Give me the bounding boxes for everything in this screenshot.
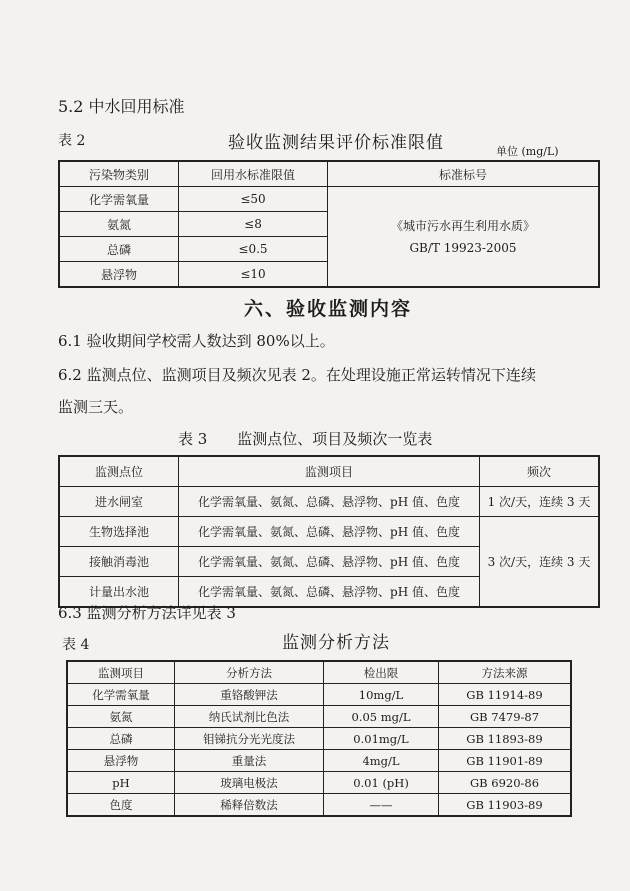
source-cell: GB 11901-89 (439, 750, 572, 772)
table-header-cell: 检出限 (324, 661, 439, 684)
monitoring-point-cell: 计量出水池 (59, 577, 179, 608)
detection-limit-cell: —— (324, 794, 439, 817)
table-header-cell: 标准标号 (328, 161, 600, 187)
paragraph-6-2-line2: 监测三天。 (58, 398, 134, 416)
table-header-cell: 监测点位 (59, 456, 179, 487)
method-cell: 纳氏试剂比色法 (175, 706, 324, 728)
limit-cell: ≤10 (179, 262, 328, 288)
table-row (67, 706, 571, 728)
detection-limit-cell: 10mg/L (324, 684, 439, 706)
limit-cell: ≤50 (179, 187, 328, 212)
table2-title: 验收监测结果评价标准限值 (228, 133, 444, 153)
source-cell: GB 6920-86 (439, 772, 572, 794)
table-row (59, 517, 599, 547)
limit-cell: ≤8 (179, 212, 328, 237)
item-cell: 氨氮 (67, 706, 175, 728)
table3-title: 表 3 监测点位、项目及频次一览表 (178, 430, 433, 448)
frequency-cell: 3 次/天，连续 3 天 (480, 517, 600, 608)
detection-limit-cell: 4mg/L (324, 750, 439, 772)
section-heading-6-3: 6.3 监测分析方法详见表 3 (58, 604, 236, 622)
limit-cell: ≤0.5 (179, 237, 328, 262)
paragraph-6-1: 6.1 验收期间学校需人数达到 80%以上。 (58, 332, 335, 350)
table-row (67, 750, 571, 772)
monitoring-items-cell: 化学需氧量、氨氮、总磷、悬浮物、pH 值、色度 (179, 487, 480, 517)
table4 (66, 660, 572, 817)
pollutant-cell: 化学需氧量 (59, 187, 179, 212)
table-header-row (59, 161, 599, 187)
item-cell: 化学需氧量 (67, 684, 175, 706)
table-header-cell: 分析方法 (175, 661, 324, 684)
detection-limit-cell: 0.05 mg/L (324, 706, 439, 728)
method-cell: 重量法 (175, 750, 324, 772)
monitoring-point-cell: 接触消毒池 (59, 547, 179, 577)
item-cell: pH (67, 772, 175, 794)
standard-name: 《城市污水再生利用水质》 (390, 218, 535, 233)
table2-unit: 单位 (mg/L) (496, 145, 559, 158)
table-row (59, 187, 599, 212)
method-cell: 稀释倍数法 (175, 794, 324, 817)
source-cell: GB 11893-89 (439, 728, 572, 750)
table-header-cell: 污染物类别 (59, 161, 179, 187)
table-header-cell: 频次 (480, 456, 600, 487)
detection-limit-cell: 0.01 (pH) (324, 772, 439, 794)
table2-label: 表 2 (58, 133, 86, 149)
table-row (59, 487, 599, 517)
method-cell: 重铬酸钾法 (175, 684, 324, 706)
section-heading-5-2: 5.2 中水回用标准 (58, 97, 185, 116)
monitoring-point-cell: 进水闸室 (59, 487, 179, 517)
table-header-cell: 回用水标准限值 (179, 161, 328, 187)
source-cell: GB 11903-89 (439, 794, 572, 817)
table-header-cell: 方法来源 (439, 661, 572, 684)
monitoring-items-cell: 化学需氧量、氨氮、总磷、悬浮物、pH 值、色度 (179, 517, 480, 547)
table3 (58, 455, 600, 608)
pollutant-cell: 悬浮物 (59, 262, 179, 288)
source-cell: GB 11914-89 (439, 684, 572, 706)
method-cell: 钼锑抗分光光度法 (175, 728, 324, 750)
item-cell: 悬浮物 (67, 750, 175, 772)
monitoring-items-cell: 化学需氧量、氨氮、总磷、悬浮物、pH 值、色度 (179, 547, 480, 577)
pollutant-cell: 氨氮 (59, 212, 179, 237)
source-cell: GB 7479-87 (439, 706, 572, 728)
table-header-cell: 监测项目 (67, 661, 175, 684)
standard-cell (328, 187, 600, 288)
standard-number: GB/T 19923-2005 (409, 240, 517, 255)
monitoring-items-cell: 化学需氧量、氨氮、总磷、悬浮物、pH 值、色度 (179, 577, 480, 608)
section-title-6: 六、验收监测内容 (244, 298, 413, 320)
detection-limit-cell: 0.01mg/L (324, 728, 439, 750)
frequency-cell: 1 次/天，连续 3 天 (480, 487, 600, 517)
monitoring-point-cell: 生物选择池 (59, 517, 179, 547)
table-row (67, 772, 571, 794)
method-cell: 玻璃电极法 (175, 772, 324, 794)
table4-label: 表 4 (62, 637, 90, 653)
item-cell: 总磷 (67, 728, 175, 750)
pollutant-cell: 总磷 (59, 237, 179, 262)
table-header-row (67, 661, 571, 684)
table-row (67, 684, 571, 706)
table4-title: 监测分析方法 (282, 633, 390, 653)
table-header-cell: 监测项目 (179, 456, 480, 487)
item-cell: 色度 (67, 794, 175, 817)
table-row (67, 728, 571, 750)
table-row (67, 794, 571, 817)
table-header-row (59, 456, 599, 487)
paragraph-6-2-line1: 6.2 监测点位、监测项目及频次见表 2。在处理设施正常运转情况下连续 (58, 366, 536, 384)
table2 (58, 160, 600, 288)
